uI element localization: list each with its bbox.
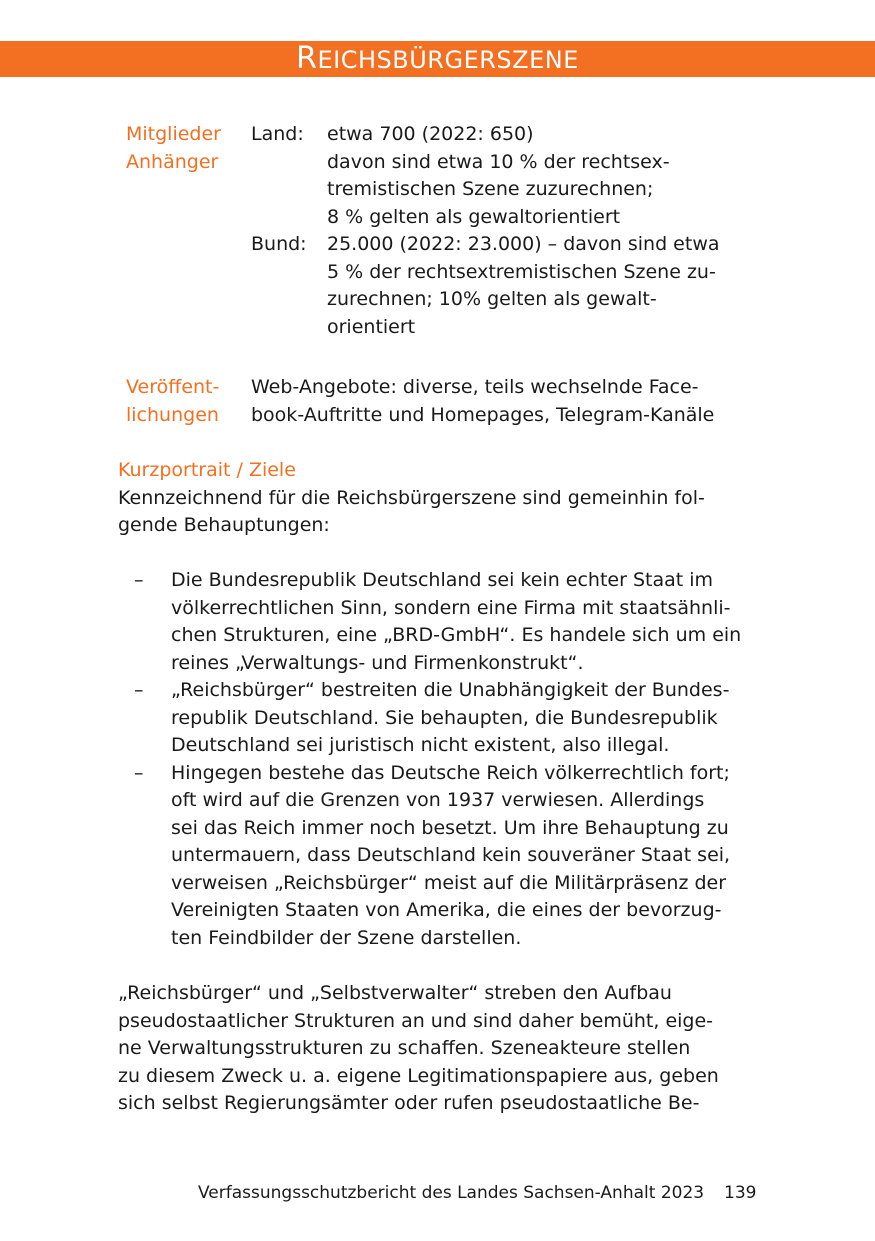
list-item-line: sei das Reich immer noch besetzt. Um ihre Behauptung zu [171,816,729,839]
list-item-line: verweisen „Reichsbürger“ meist auf die Militärpräsenz der [171,871,727,894]
paragraph-line: zu diesem Zweck u. a. eigene Legitimationspapiere aus, geben [118,1064,719,1087]
land-line: davon sind etwa 10 % der rechtsex- [327,150,670,173]
publications-line: Web-Angebote: diverse, teils wechselnde Face- [251,376,699,398]
list-item-line: Vereinigten Staaten von Amerika, die eines der bevorzug- [171,899,722,921]
list-item-line: reines „Verwaltungs- und Firmenkonstrukt“. [171,651,584,674]
list-item [118,567,768,677]
bund-line: zurechnen; 10% gelten als gewalt- [327,288,657,310]
publications-label-line: lichungen [126,403,219,426]
claims-list [118,567,768,952]
members-label-line: Anhänger [126,150,219,173]
bund-values [327,231,767,341]
list-item-line: Deutschland sei juristisch nicht existent, also illegal. [171,734,670,756]
paragraph-line: „Reichsbürger“ und „Selbstverwalter“ streben den Aufbau [118,982,672,1004]
land-values [327,121,767,231]
publications-label-line: Veröffent- [126,376,220,398]
intro-line: gende Behauptungen: [118,514,330,536]
section-title [0,41,875,78]
paragraph-line: pseudostaatlicher Strukturen an und sind daher bemüht, eige- [118,1009,714,1032]
list-item-line: untermauern, dass Deutschland kein souveräner Staat sei, [171,844,731,866]
publications-label [126,374,246,429]
dash-marker: – [134,679,144,701]
bund-label: Bund: [251,233,307,255]
closing-paragraph [118,980,768,1118]
bund-line: 5 % der rechtsextremistischen Szene zu- [327,260,716,283]
members-label [126,121,246,176]
paragraph-line: sich selbst Regierungsämter oder rufen pseudostaatliche Be- [118,1092,700,1114]
page-number: 139 [724,1183,757,1203]
portrait-heading: Kurzportrait / Ziele [118,459,296,481]
list-item-line: chen Strukturen, eine „BRD-GmbH“. Es handele sich um ein [171,624,742,646]
list-item-line: ten Feindbilder der Szene darstellen. [171,926,522,949]
dash-marker: – [134,569,144,591]
claims-list-container [118,567,768,952]
section-title-rest: EICHSBÜRGERSZENE [317,46,579,74]
bund-line: 25.000 (2022: 23.000) – davon sind etwa [327,233,720,255]
members-label-line: Mitglieder [126,123,221,145]
list-item [118,760,768,953]
list-item-line: „Reichsbürger“ bestreiten die Unabhängigkeit der Bundes- [171,679,730,701]
publications-values [251,374,771,429]
land-line: etwa 700 (2022: 650) [327,123,534,145]
land-line: 8 % gelten als gewaltorientiert [327,205,621,228]
publications-line: book-Auftritte und Homepages, Telegram-Kanäle [251,403,715,426]
portrait-intro [118,485,768,540]
land-label: Land: [251,123,304,145]
list-item-line: völkerrechtlichen Sinn, sondern eine Firma mit staatsähnli- [171,596,731,619]
footer-text: Verfassungsschutzbericht des Landes Sachsen-Anhalt 2023 [198,1183,705,1203]
section-title-initial: R [296,41,318,76]
land-line: tremistischen Szene zuzurechnen; [327,178,654,200]
list-item-line: republik Deutschland. Sie behaupten, die Bundesrepublik [171,706,718,729]
list-item-line: oft wird auf die Grenzen von 1937 verwiesen. Allerdings [171,789,705,811]
intro-line: Kennzeichnend für die Reichsbürgerszene sind gemeinhin fol- [118,486,705,509]
bund-line: orientiert [327,315,416,338]
list-item-line: Hingegen bestehe das Deutsche Reich völkerrechtlich fort; [171,761,730,784]
paragraph-line: ne Verwaltungsstrukturen zu schaffen. Szeneakteure stellen [118,1037,691,1059]
list-item-line: Die Bundesrepublik Deutschland sei kein echter Staat im [171,569,714,591]
dash-marker: – [134,761,144,784]
list-item [118,677,768,760]
portrait-section [118,457,768,540]
